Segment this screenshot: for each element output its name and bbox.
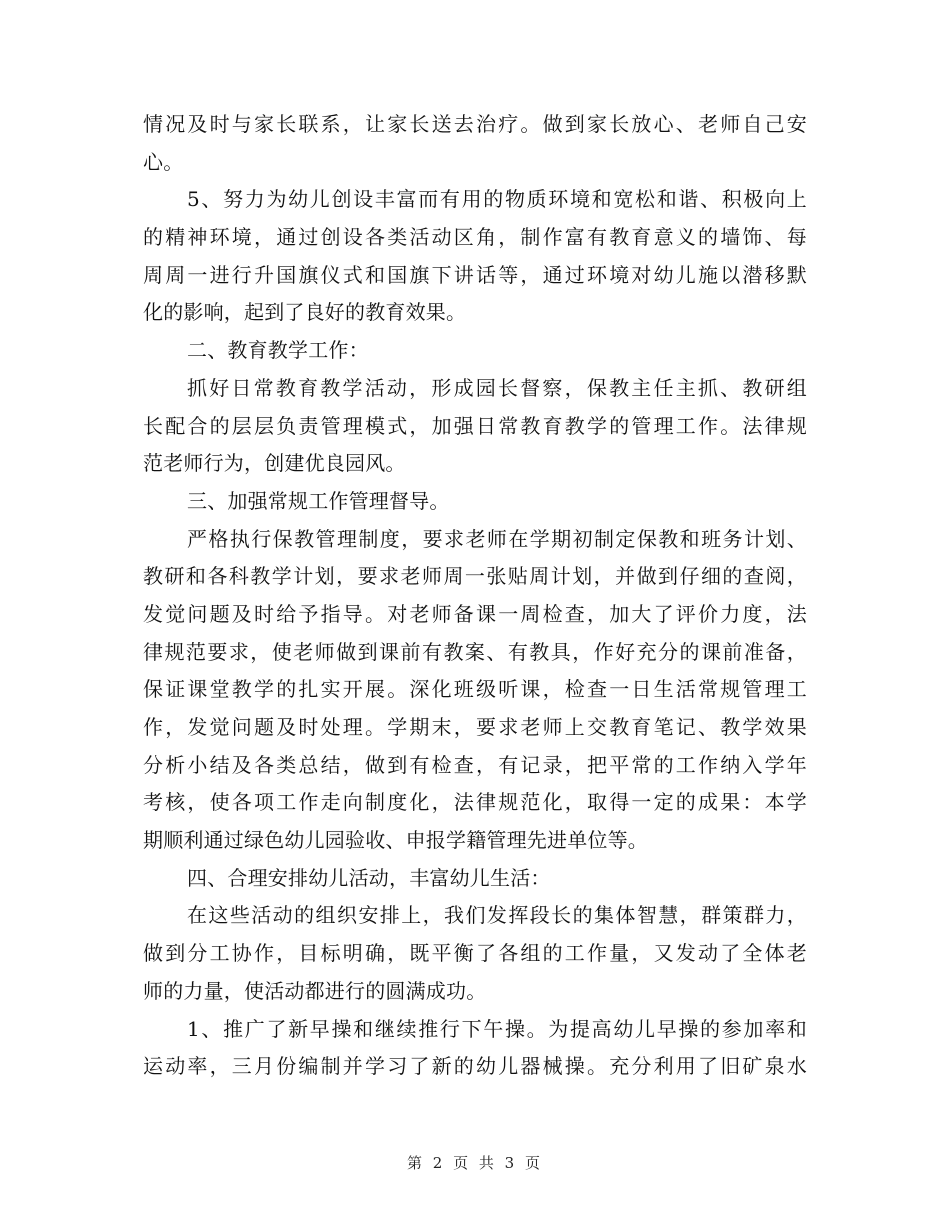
text-line: 三、加强常规工作管理督导。 bbox=[187, 488, 450, 513]
text-line: 作，发觉问题及时处理。学期末，要求老师上交教育笔记、教学效果 bbox=[143, 715, 807, 739]
text-line: 的精神环境，通过创设各类活动区角，制作富有教育意义的墙饰、每 bbox=[143, 225, 807, 250]
text-line: 运动率，三月份编制并学习了新的幼儿器械操。充分利用了旧矿泉水 bbox=[143, 1054, 807, 1079]
text-line: 5、努力为幼儿创设丰富而有用的物质环境和宽松和谐、积极向上 bbox=[187, 187, 807, 212]
text-line: 心。 bbox=[143, 149, 184, 174]
document-body bbox=[143, 106, 807, 1086]
text-line: 律规范要求，使老师做到课前有教案、有教具，作好充分的课前准备， bbox=[143, 639, 807, 664]
page-number: 第 2 页 共 3 页 bbox=[407, 1154, 543, 1172]
text-line: 1、推广了新早操和继续推行下午操。为提高幼儿早操的参加率和 bbox=[187, 1016, 807, 1041]
text-line: 四、合理安排幼儿活动，丰富幼儿生活： bbox=[187, 865, 551, 890]
text-line: 长配合的层层负责管理模式，加强日常教育教学的管理工作。法律规 bbox=[143, 413, 807, 438]
text-line: 期顺利通过绿色幼儿园验收、申报学籍管理先进单位等。 bbox=[143, 828, 648, 853]
text-line: 在这些活动的组织安排上，我们发挥段长的集体智慧，群策群力， bbox=[187, 903, 807, 928]
text-line: 考核，使各项工作走向制度化，法律规范化，取得一定的成果：本学 bbox=[143, 790, 807, 815]
text-line: 周周一进行升国旗仪式和国旗下讲话等，通过环境对幼儿施以潜移默 bbox=[143, 262, 807, 287]
text-line: 分析小结及各类总结，做到有检查，有记录，把平常的工作纳入学年 bbox=[143, 752, 807, 777]
text-line: 抓好日常教育教学活动，形成园长督察，保教主任主抓、教研组 bbox=[187, 375, 807, 400]
text-line: 师的力量，使活动都进行的圆满成功。 bbox=[143, 978, 487, 1003]
text-line: 范老师行为，创建优良园风。 bbox=[143, 451, 406, 476]
text-line: 做到分工协作，目标明确，既平衡了各组的工作量，又发动了全体老 bbox=[143, 941, 807, 966]
text-line: 教研和各科教学计划，要求老师周一张贴周计划，并做到仔细的查阅， bbox=[143, 564, 807, 589]
text-line: 保证课堂教学的扎实开展。深化班级听课，检查一日生活常规管理工 bbox=[143, 677, 807, 702]
text-line: 二、教育教学工作： bbox=[187, 338, 369, 363]
text-line: 严格执行保教管理制度，要求老师在学期初制定保教和班务计划、 bbox=[187, 526, 807, 551]
text-line: 化的影响，起到了良好的教育效果。 bbox=[143, 300, 467, 325]
text-line: 发觉问题及时给予指导。对老师备课一周检查，加大了评价力度，法 bbox=[143, 601, 807, 626]
text-line: 情况及时与家长联系，让家长送去治疗。做到家长放心、老师自己安 bbox=[143, 112, 807, 136]
